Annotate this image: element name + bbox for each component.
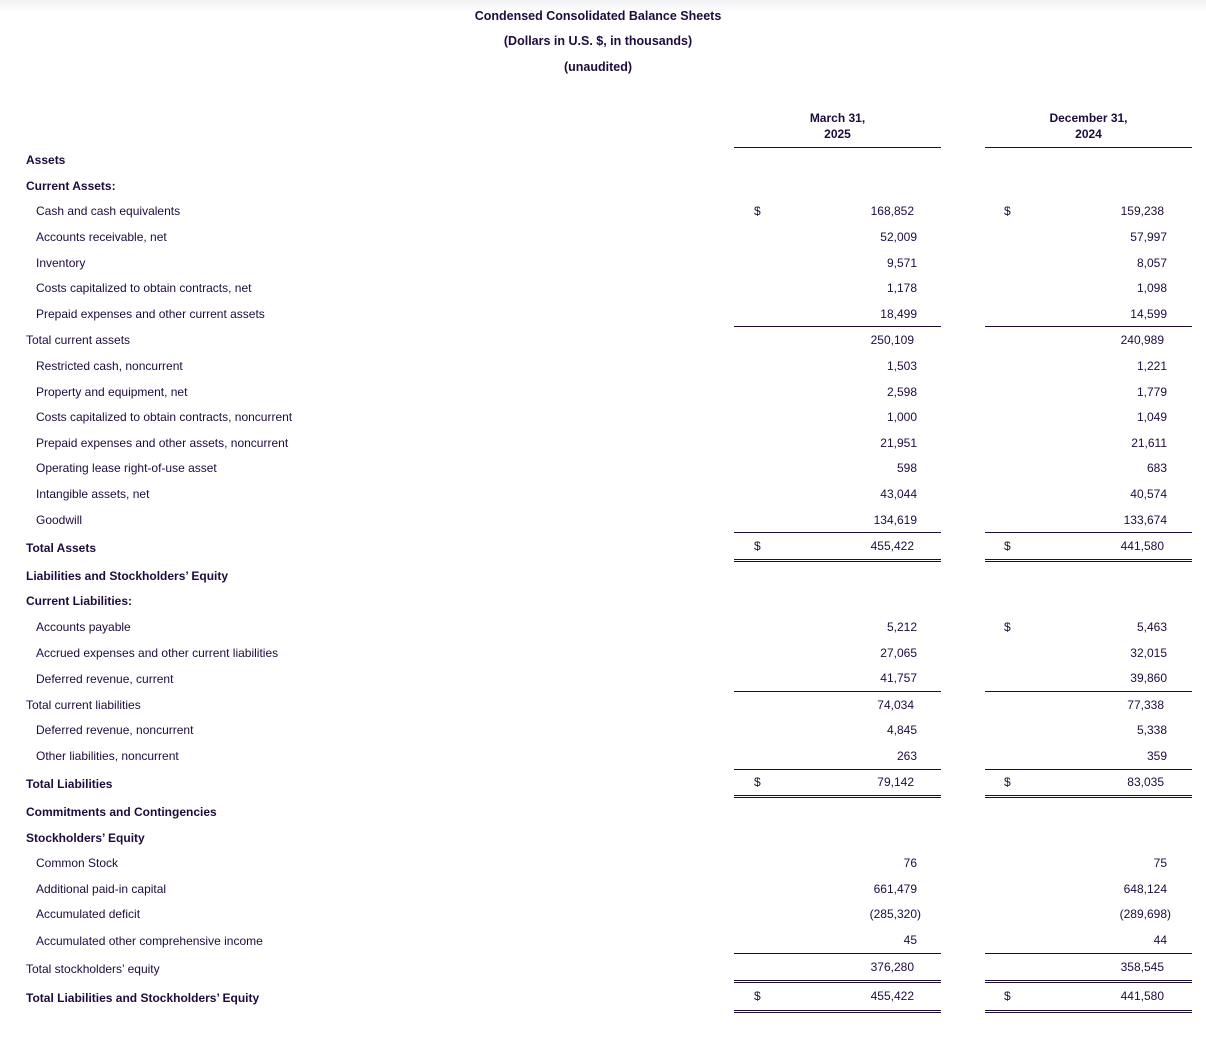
- row-value: 598: [896, 461, 917, 475]
- subsection-heading: Current Liabilities:: [26, 594, 133, 608]
- row-value: 250,109: [870, 333, 914, 347]
- row-label: Deferred revenue, noncurrent: [36, 723, 194, 737]
- row-label: Total stockholders’ equity: [26, 962, 160, 976]
- row-value: 1,049: [1136, 410, 1167, 424]
- row-value: 168,852: [870, 204, 914, 218]
- row-value: 1,098: [1136, 281, 1167, 295]
- column-header-line2: 2024: [1075, 127, 1102, 141]
- total-value: 455,422: [870, 989, 914, 1003]
- row-value: 75: [1153, 856, 1167, 870]
- subtotal-rule: [985, 326, 1192, 327]
- row-label: Intangible assets, net: [36, 487, 150, 501]
- row-value: 648,124: [1123, 882, 1167, 896]
- row-value: 1,779: [1136, 385, 1167, 399]
- row-value: 39,860: [1130, 671, 1167, 685]
- row-value: (289,698): [1119, 907, 1171, 921]
- subtotal-rule: [985, 691, 1192, 692]
- row-value: 43,044: [880, 487, 917, 501]
- double-rule: [734, 559, 941, 562]
- double-rule: [985, 795, 1192, 798]
- subtotal-rule: [985, 953, 1192, 954]
- total-value: 441,580: [1120, 539, 1164, 553]
- row-label: Inventory: [36, 256, 86, 270]
- header-rule: [734, 147, 941, 148]
- row-value: 1,000: [886, 410, 917, 424]
- row-label: Other liabilities, noncurrent: [36, 749, 179, 763]
- row-value: 9,571: [886, 256, 917, 270]
- row-label: Operating lease right-of-use asset: [36, 461, 217, 475]
- row-label: Goodwill: [36, 513, 83, 527]
- row-value: 376,280: [870, 960, 914, 974]
- row-value: (285,320): [869, 907, 921, 921]
- header-rule: [985, 147, 1192, 148]
- row-value: 21,611: [1131, 436, 1167, 450]
- currency-symbol: $: [754, 989, 761, 1003]
- currency-symbol: $: [1004, 989, 1011, 1003]
- row-label: Accounts payable: [36, 620, 131, 634]
- row-label: Additional paid-in capital: [36, 882, 167, 896]
- column-header-march-2025: [734, 110, 941, 142]
- row-value: 1,221: [1136, 359, 1167, 373]
- row-label: Prepaid expenses and other current assets: [36, 307, 265, 321]
- row-value: 159,238: [1120, 204, 1164, 218]
- currency-symbol: $: [1004, 539, 1011, 553]
- row-value: 74,034: [877, 698, 914, 712]
- total-value: 455,422: [870, 539, 914, 553]
- subtotal-rule: [734, 532, 941, 533]
- row-value: 358,545: [1120, 960, 1164, 974]
- row-label: Total current liabilities: [26, 698, 141, 712]
- row-label: Costs capitalized to obtain contracts, noncurrent: [36, 410, 293, 424]
- subsection-heading: Stockholders’ Equity: [26, 831, 145, 845]
- row-value: 41,757: [880, 671, 917, 685]
- currency-symbol: $: [1004, 204, 1011, 218]
- subtotal-rule: [734, 691, 941, 692]
- row-label: Cash and cash equivalents: [36, 204, 181, 218]
- row-value: 21,951: [880, 436, 917, 450]
- currency-symbol: $: [754, 775, 761, 789]
- row-label: Total current assets: [26, 333, 131, 347]
- currency-symbol: $: [754, 539, 761, 553]
- double-rule: [985, 559, 1192, 562]
- subsection-heading: Current Assets:: [26, 179, 116, 193]
- row-label: Restricted cash, noncurrent: [36, 359, 183, 373]
- row-value: 45: [903, 933, 917, 947]
- row-value: 4,845: [886, 723, 917, 737]
- section-heading: Liabilities and Stockholders’ Equity: [26, 569, 229, 583]
- row-value: 14,599: [1130, 307, 1167, 321]
- row-label: Accumulated deficit: [36, 907, 141, 921]
- row-value: 57,997: [1130, 230, 1167, 244]
- column-header-december-2024: [985, 110, 1192, 142]
- double-rule: [985, 980, 1192, 983]
- subtotal-rule: [734, 769, 941, 770]
- row-label: Accounts receivable, net: [36, 230, 167, 244]
- row-value: 18,499: [880, 307, 917, 321]
- row-value: 240,989: [1120, 333, 1164, 347]
- row-value: 1,503: [886, 359, 917, 373]
- section-heading: Commitments and Contingencies: [26, 805, 217, 819]
- subtotal-rule: [985, 769, 1192, 770]
- double-rule: [734, 1010, 941, 1013]
- row-label: Prepaid expenses and other assets, noncurrent: [36, 436, 289, 450]
- row-value: 44: [1153, 933, 1167, 947]
- section-heading: Assets: [26, 153, 66, 167]
- total-label: Total Assets: [26, 541, 97, 555]
- column-header-line2: 2025: [824, 127, 851, 141]
- total-value: 79,142: [877, 775, 914, 789]
- row-value: 32,015: [1130, 646, 1167, 660]
- row-value: 5,212: [886, 620, 917, 634]
- row-label: Property and equipment, net: [36, 385, 188, 399]
- total-label: Total Liabilities: [26, 777, 113, 791]
- row-label: Costs capitalized to obtain contracts, net: [36, 281, 252, 295]
- total-value: 83,035: [1127, 775, 1164, 789]
- row-value: 5,338: [1136, 723, 1167, 737]
- row-value: 134,619: [873, 513, 917, 527]
- row-value: 133,674: [1123, 513, 1167, 527]
- row-label: Accrued expenses and other current liabilities: [36, 646, 279, 660]
- row-value: 76: [903, 856, 917, 870]
- total-value: 441,580: [1120, 989, 1164, 1003]
- row-value: 263: [896, 749, 917, 763]
- subtotal-rule: [734, 953, 941, 954]
- subtotal-rule: [985, 532, 1192, 533]
- double-rule: [734, 795, 941, 798]
- currency-symbol: $: [754, 204, 761, 218]
- currency-symbol: $: [1004, 620, 1011, 634]
- total-label: Total Liabilities and Stockholders’ Equity: [26, 991, 260, 1005]
- row-value: 683: [1146, 461, 1167, 475]
- row-value: 40,574: [1130, 487, 1167, 501]
- row-label: Deferred revenue, current: [36, 672, 174, 686]
- currency-symbol: $: [1004, 775, 1011, 789]
- statement-title: Condensed Consolidated Balance Sheets: [474, 9, 722, 23]
- column-header-line1: December 31,: [1049, 111, 1128, 125]
- row-value: 661,479: [873, 882, 917, 896]
- row-value: 1,178: [886, 281, 917, 295]
- column-header-line1: March 31,: [809, 111, 866, 125]
- double-rule: [734, 980, 941, 983]
- row-label: Common Stock: [36, 856, 119, 870]
- row-value: 8,057: [1136, 256, 1167, 270]
- statement-subtitle: (Dollars in U.S. $, in thousands): [503, 34, 693, 48]
- double-rule: [985, 1010, 1192, 1013]
- row-value: 359: [1146, 749, 1167, 763]
- row-value: 52,009: [880, 230, 917, 244]
- statement-note: (unaudited): [563, 60, 633, 74]
- row-label: Accumulated other comprehensive income: [36, 934, 263, 948]
- row-value: 27,065: [880, 646, 917, 660]
- row-value: 77,338: [1127, 698, 1164, 712]
- subtotal-rule: [734, 326, 941, 327]
- row-value: 5,463: [1136, 620, 1167, 634]
- row-value: 2,598: [886, 385, 917, 399]
